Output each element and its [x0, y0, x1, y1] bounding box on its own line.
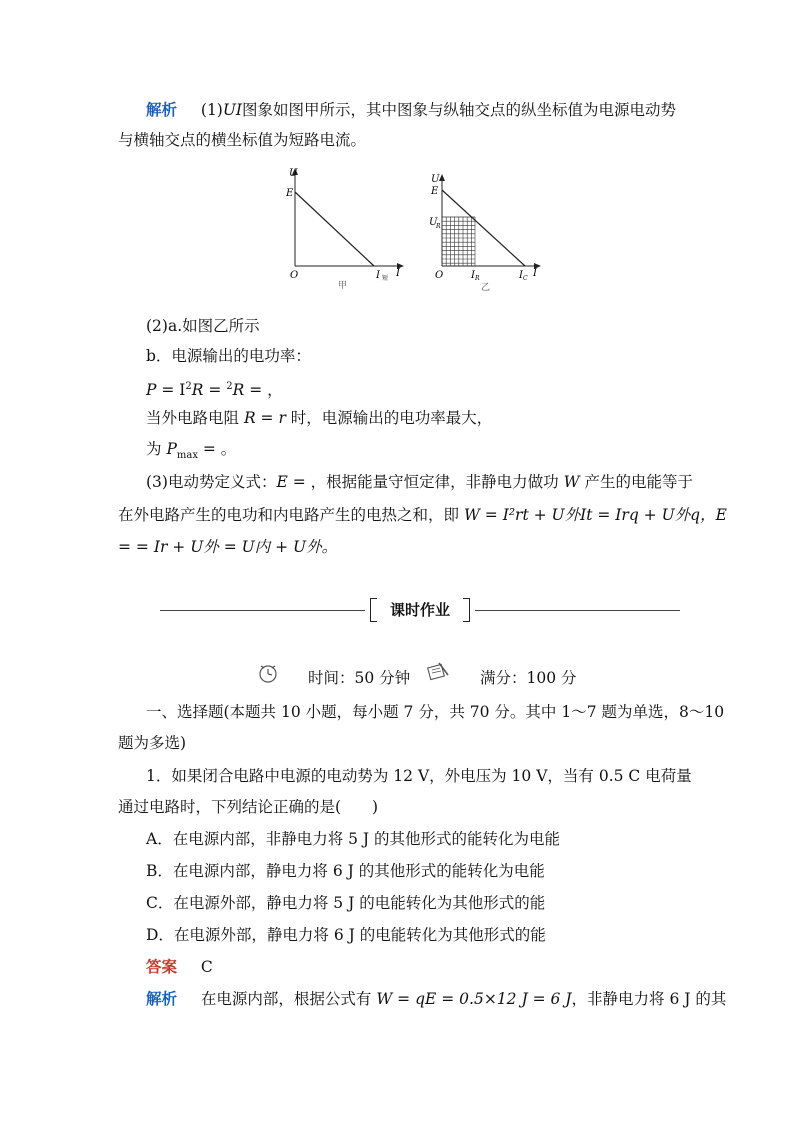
- part2-max: [146, 439, 236, 466]
- fig-yi-origin: O: [435, 270, 444, 281]
- q1-line-2: 通过电路时，下列结论正确的是( ): [118, 798, 379, 816]
- analysis-label: 解析: [146, 100, 178, 119]
- cond-pre: 当外电路电阻: [146, 409, 244, 427]
- fig-jia-u-label: U: [289, 168, 298, 179]
- part3-l2-formula: W = I²rt + U外It = Irq + U外q，E: [463, 506, 727, 524]
- q1-option-a: A．在电源内部，非静电力将 5 J 的其他形式的能转化为电能: [146, 830, 561, 848]
- fig-yi-ic-sub: C: [523, 275, 528, 282]
- fig-yi-caption: 乙: [481, 283, 491, 293]
- q1-option-c: C．在电源外部，静电力将 5 J 的电能转化为其他形式的能: [146, 894, 546, 912]
- fig-yi-y-arrow: [439, 174, 445, 181]
- q1-answer-line: [146, 957, 213, 977]
- fig-yi-ir-label: I: [471, 270, 475, 281]
- max-p: P: [166, 440, 177, 458]
- max-post: = 。: [197, 440, 237, 458]
- part3-l2-pre: 在外电路产生的电功和内电路产生的电热之和，即: [118, 506, 464, 524]
- score-label: 满分：100 分: [480, 669, 577, 687]
- formula-p: P: [146, 381, 157, 400]
- formula-mid1: = I: [156, 381, 186, 400]
- fig-yi-ir-sub: R: [475, 275, 480, 282]
- fig-yi-ic-label: I: [519, 270, 523, 281]
- part3-l1-e: E: [276, 473, 288, 491]
- q1-option-d: D．在电源外部，静电力将 6 J 的电能转化为其他形式的能: [146, 926, 546, 944]
- answer-label: 答案: [146, 957, 178, 976]
- fig-yi-ur-label: U: [429, 217, 438, 228]
- section-rule-left: [160, 610, 365, 611]
- fig-yi-e-label: E: [431, 186, 439, 197]
- q1-line-1: 1．如果闭合电路中电源的电动势为 12 V，外电压为 10 V，当有 0.5 C 电荷量: [146, 767, 692, 785]
- bracket-right: [463, 598, 470, 622]
- para1-line-2: 与横轴交点的横坐标值为短路电流。: [118, 131, 367, 149]
- fig-yi-u-label: U: [431, 174, 440, 185]
- part3-line-2: [118, 505, 727, 525]
- q1-analysis-pre: 在电源内部，根据公式有: [200, 990, 377, 1008]
- bracket-left: [370, 598, 377, 622]
- fig-jia-e-label: E: [286, 188, 294, 199]
- cond-post: 时，电源输出的电功率最大，: [285, 409, 493, 427]
- part2-condition: [146, 408, 492, 428]
- q1-analysis-line: [146, 989, 726, 1009]
- cond-rr: r: [278, 409, 286, 427]
- para1-ui: UI: [222, 101, 243, 119]
- q1-answer: C: [200, 958, 213, 976]
- clock-icon: [257, 662, 279, 684]
- formula-sup1: 2: [185, 381, 192, 392]
- fig-jia-i-label: I: [376, 270, 380, 281]
- section1-line-1: 一、选择题(本题共 10 小题，每小题 7 分，共 70 分。其中 1～7 题为单选，8～10: [146, 703, 725, 721]
- fig-yi-ur-sub: R: [436, 223, 441, 230]
- q1-analysis-post: ，非静电力将 6 J 的其: [571, 990, 727, 1008]
- max-sub: max: [176, 450, 198, 462]
- part3-l1-pre: (3)电动势定义式：: [146, 473, 277, 491]
- cond-eq: =: [255, 409, 279, 427]
- fig-jia-caption: 甲: [338, 281, 348, 291]
- formula-sup2: 2: [226, 381, 233, 392]
- part3-l1-mid: = ，根据能量守恒定律，非静电力做功: [287, 473, 564, 491]
- section-rule-right: [475, 610, 680, 611]
- time-label: 时间：50 分钟: [308, 669, 411, 687]
- part3-l1-w: W: [563, 473, 580, 491]
- q1-option-b: B．在电源内部，静电力将 6 J 的其他形式的能转化为电能: [146, 862, 545, 880]
- formula-r2: R: [232, 381, 245, 400]
- fig-yi-power-grid: [442, 217, 475, 266]
- formula-end: = ，: [244, 381, 283, 400]
- para1-rest: 图象如图甲所示，其中图象与纵轴交点的纵坐标值为电源电动势: [242, 101, 677, 119]
- section1-line-2: 题为多选): [118, 734, 187, 752]
- fig-jia-ui-line: [295, 192, 374, 266]
- figure-jia: [282, 162, 412, 292]
- part3-l1-post: 产生的电能等于: [579, 473, 693, 491]
- analysis-label-2: 解析: [146, 989, 178, 1008]
- fig-jia-i-sub: 短: [382, 275, 389, 282]
- section-title-bar: [160, 598, 680, 624]
- part3-line-1: [146, 472, 693, 492]
- cond-r: R: [243, 409, 256, 427]
- max-pre: 为: [146, 440, 167, 458]
- fig-yi-x-label: I: [533, 268, 537, 279]
- part3-line-3: = = Ir + U外 = U内 + U外。: [118, 538, 338, 556]
- part2-b: b．电源输出的电功率：: [146, 347, 311, 365]
- fig-jia-origin: O: [290, 270, 299, 281]
- analysis-line-1: [146, 100, 676, 120]
- pencil-paper-icon: [426, 660, 450, 682]
- formula-mid2: =: [203, 381, 227, 400]
- para1-prefix: (1): [200, 101, 223, 119]
- part2-a: (2)a.如图乙所示: [146, 317, 260, 335]
- fig-jia-x-label: I: [396, 268, 400, 279]
- section-title-box: [370, 598, 470, 622]
- part2-formula: [146, 377, 283, 400]
- formula-r1: R: [191, 381, 204, 400]
- section-title: 课时作业: [389, 601, 450, 619]
- figure-yi: [427, 170, 552, 295]
- q1-analysis-formula: W = qE = 0.5×12 J = 6 J: [376, 990, 572, 1008]
